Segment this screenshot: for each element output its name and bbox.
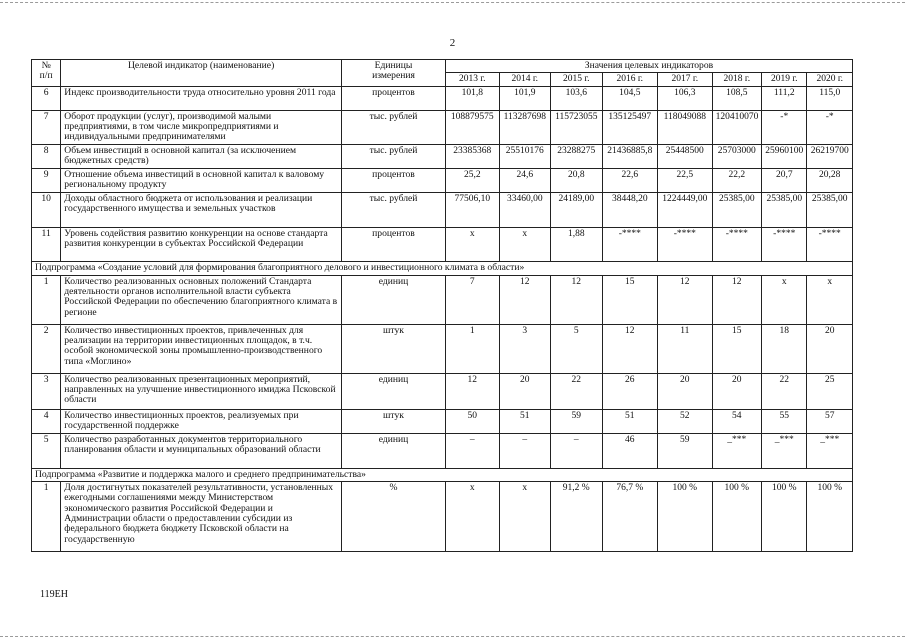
indicator-name: Объем инвестиций в основной капитал (за исключением бюджетных средств) <box>61 144 342 168</box>
value-cell: 20,28 <box>807 168 853 192</box>
row-number: 2 <box>32 324 61 373</box>
value-cell: 11 <box>658 324 713 373</box>
value-cell: х <box>446 482 500 552</box>
value-cell: 12 <box>499 275 551 324</box>
value-cell: _*** <box>712 433 761 468</box>
page-number: 2 <box>449 37 456 49</box>
value-cell: 20,7 <box>762 168 807 192</box>
value-cell: 26219700 <box>807 144 853 168</box>
value-cell: 33460,00 <box>499 192 551 227</box>
value-cell: 115723055 <box>551 110 603 144</box>
value-cell: _*** <box>762 433 807 468</box>
value-cell: 135125497 <box>602 110 658 144</box>
unit-cell: штук <box>342 324 446 373</box>
value-cell: 25 <box>807 373 853 409</box>
header-target-values: Значения целевых индикаторов <box>446 60 853 73</box>
unit-cell: штук <box>342 409 446 433</box>
value-cell: 91,2 % <box>551 482 603 552</box>
value-cell: 115,0 <box>807 86 853 110</box>
value-cell: 22 <box>762 373 807 409</box>
table-row <box>32 86 853 110</box>
table-row <box>32 144 853 168</box>
value-cell: -* <box>762 110 807 144</box>
row-number: 7 <box>32 110 61 144</box>
header-year: 2016 г. <box>602 73 658 86</box>
value-cell: 103,6 <box>551 86 603 110</box>
value-cell: 20 <box>712 373 761 409</box>
value-cell: х <box>499 482 551 552</box>
indicator-name: Доля достигнутых показателей результативности, установленных ежегодными соглашениями между Министерством экономического развития Российской Федерации и Администрации области о предоставлении субсидии из федерального бюджета бюджету Псковской области на государственную <box>61 482 342 552</box>
value-cell: 51 <box>602 409 658 433</box>
value-cell: -* <box>807 110 853 144</box>
indicator-name: Отношение объема инвестиций в основной капитал к валовому региональному продукту <box>61 168 342 192</box>
value-cell: 1 <box>446 324 500 373</box>
unit-cell: единиц <box>342 275 446 324</box>
table-row <box>32 168 853 192</box>
unit-cell: тыс. рублей <box>342 192 446 227</box>
table-row <box>32 227 853 261</box>
header-year: 2014 г. <box>499 73 551 86</box>
value-cell: 100 % <box>807 482 853 552</box>
value-cell: 108879575 <box>446 110 500 144</box>
value-cell: 20,8 <box>551 168 603 192</box>
value-cell: 22,6 <box>602 168 658 192</box>
value-cell: 111,2 <box>762 86 807 110</box>
value-cell: 15 <box>602 275 658 324</box>
value-cell: х <box>762 275 807 324</box>
header-year: 2015 г. <box>551 73 603 86</box>
value-cell: х <box>499 227 551 261</box>
indicator-name: Количество инвестиционных проектов, привлеченных для реализации на территории инвестиционных площадок, в т.ч. особой экономической зоны промышленно-производственного типа «Моглино» <box>61 324 342 373</box>
value-cell: 113287698 <box>499 110 551 144</box>
indicator-name: Доходы областного бюджета от использования и реализации государственного имущества и земельных участков <box>61 192 342 227</box>
value-cell: 23288275 <box>551 144 603 168</box>
value-cell: 24189,00 <box>551 192 603 227</box>
value-cell: 50 <box>446 409 500 433</box>
header-year: 2013 г. <box>446 73 500 86</box>
document-code: 119ЕН <box>40 589 68 600</box>
value-cell: 20 <box>499 373 551 409</box>
value-cell: 100 % <box>712 482 761 552</box>
value-cell: 100 % <box>762 482 807 552</box>
value-cell: 22,5 <box>658 168 713 192</box>
row-number: 3 <box>32 373 61 409</box>
value-cell: 25385,00 <box>807 192 853 227</box>
indicator-name: Количество разработанных документов территориального планирования области и муниципальных образований области <box>61 433 342 468</box>
table-row <box>32 433 853 468</box>
value-cell: 22 <box>551 373 603 409</box>
value-cell: -**** <box>658 227 713 261</box>
unit-cell: процентов <box>342 168 446 192</box>
indicator-name: Количество реализованных презентационных мероприятий, направленных на улучшение инвестиционного имиджа Псковской области <box>61 373 342 409</box>
header-year: 2020 г. <box>807 73 853 86</box>
unit-cell: единиц <box>342 433 446 468</box>
table-row <box>32 373 853 409</box>
value-cell: 25385,00 <box>762 192 807 227</box>
page-top-edge <box>0 2 905 3</box>
table-row <box>32 409 853 433</box>
indicator-name: Уровень содействия развитию конкуренции на основе стандарта развития конкуренции в субъектах Российской Федерации <box>61 227 342 261</box>
table-row <box>32 110 853 144</box>
value-cell: 12 <box>551 275 603 324</box>
value-cell: х <box>807 275 853 324</box>
value-cell: 106,3 <box>658 86 713 110</box>
value-cell: х <box>446 227 500 261</box>
value-cell: 25385,00 <box>712 192 761 227</box>
value-cell: 25510176 <box>499 144 551 168</box>
value-cell: -**** <box>762 227 807 261</box>
header-year: 2017 г. <box>658 73 713 86</box>
header-year: 2018 г. <box>712 73 761 86</box>
unit-cell: тыс. рублей <box>342 110 446 144</box>
value-cell: 20 <box>807 324 853 373</box>
row-number: 9 <box>32 168 61 192</box>
value-cell: 51 <box>499 409 551 433</box>
value-cell: 15 <box>712 324 761 373</box>
value-cell: – <box>499 433 551 468</box>
value-cell: 46 <box>602 433 658 468</box>
value-cell: 5 <box>551 324 603 373</box>
value-cell: 26 <box>602 373 658 409</box>
row-number: 4 <box>32 409 61 433</box>
row-number: 6 <box>32 86 61 110</box>
value-cell: 21436885,8 <box>602 144 658 168</box>
value-cell: 25,2 <box>446 168 500 192</box>
value-cell: 108,5 <box>712 86 761 110</box>
indicator-name: Оборот продукции (услуг), производимой малыми предприятиями, в том числе микропредприятиями и индивидуальными предпринимателями <box>61 110 342 144</box>
value-cell: 12 <box>602 324 658 373</box>
value-cell: 1,88 <box>551 227 603 261</box>
value-cell: 22,2 <box>712 168 761 192</box>
row-number: 11 <box>32 227 61 261</box>
table-row <box>32 324 853 373</box>
header-year: 2019 г. <box>762 73 807 86</box>
subprogram-title: Подпрограмма «Развитие и поддержка малого и среднего предпринимательства» <box>32 468 853 481</box>
value-cell: -**** <box>712 227 761 261</box>
header-unit: Единицы измерения <box>342 60 446 87</box>
table-header <box>32 60 853 87</box>
value-cell: – <box>446 433 500 468</box>
value-cell: 12 <box>712 275 761 324</box>
value-cell: 25703000 <box>712 144 761 168</box>
unit-cell: процентов <box>342 86 446 110</box>
unit-cell: тыс. рублей <box>342 144 446 168</box>
value-cell: 76,7 % <box>602 482 658 552</box>
table-body <box>32 86 853 551</box>
value-cell: _*** <box>807 433 853 468</box>
value-cell: 12 <box>658 275 713 324</box>
value-cell: 101,9 <box>499 86 551 110</box>
table-row <box>32 482 853 552</box>
indicator-name: Количество реализованных основных положений Стандарта деятельности органов исполнительной власти субъекта Российской Федерации по обеспечению благоприятного климата в регионе <box>61 275 342 324</box>
value-cell: 77506,10 <box>446 192 500 227</box>
value-cell: 18 <box>762 324 807 373</box>
value-cell: 20 <box>658 373 713 409</box>
value-cell: 101,8 <box>446 86 500 110</box>
row-number: 10 <box>32 192 61 227</box>
value-cell: 12 <box>446 373 500 409</box>
value-cell: 104,5 <box>602 86 658 110</box>
value-cell: 52 <box>658 409 713 433</box>
value-cell: 54 <box>712 409 761 433</box>
value-cell: 1224449,00 <box>658 192 713 227</box>
value-cell: 38448,20 <box>602 192 658 227</box>
table-row <box>32 192 853 227</box>
row-number: 1 <box>32 482 61 552</box>
subprogram-title: Подпрограмма «Создание условий для формирования благоприятного делового и инвестиционного климата в области» <box>32 261 853 275</box>
unit-cell: % <box>342 482 446 552</box>
value-cell: 55 <box>762 409 807 433</box>
value-cell: 100 % <box>658 482 713 552</box>
indicators-table <box>31 59 853 552</box>
value-cell: 23385368 <box>446 144 500 168</box>
header-number: № п/п <box>32 60 61 87</box>
unit-cell: единиц <box>342 373 446 409</box>
indicator-name: Индекс производительности труда относительно уровня 2011 года <box>61 86 342 110</box>
header-indicator-name: Целевой индикатор (наименование) <box>61 60 342 87</box>
value-cell: 3 <box>499 324 551 373</box>
table-row <box>32 275 853 324</box>
value-cell: -**** <box>807 227 853 261</box>
subprogram-row <box>32 468 853 481</box>
value-cell: 59 <box>551 409 603 433</box>
value-cell: 120410070 <box>712 110 761 144</box>
unit-cell: процентов <box>342 227 446 261</box>
row-number: 1 <box>32 275 61 324</box>
row-number: 8 <box>32 144 61 168</box>
value-cell: 25960100 <box>762 144 807 168</box>
page-bottom-edge <box>0 636 905 637</box>
value-cell: – <box>551 433 603 468</box>
value-cell: 25448500 <box>658 144 713 168</box>
value-cell: 118049088 <box>658 110 713 144</box>
value-cell: 7 <box>446 275 500 324</box>
subprogram-row <box>32 261 853 275</box>
value-cell: 57 <box>807 409 853 433</box>
value-cell: 59 <box>658 433 713 468</box>
row-number: 5 <box>32 433 61 468</box>
indicator-name: Количество инвестиционных проектов, реализуемых при государственной поддержке <box>61 409 342 433</box>
value-cell: 24,6 <box>499 168 551 192</box>
value-cell: -**** <box>602 227 658 261</box>
